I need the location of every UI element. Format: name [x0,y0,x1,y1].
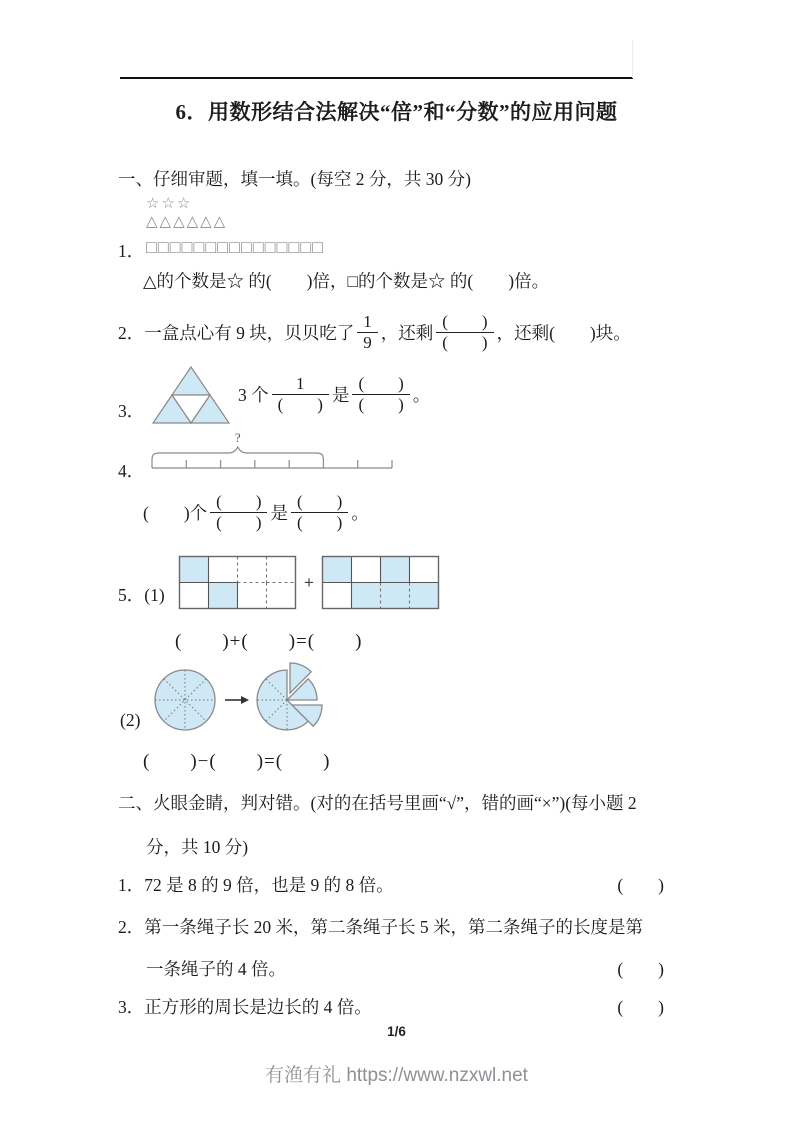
part-1-label: (1) [144,585,165,605]
equation-2: ( )−( )=( ) [143,751,331,772]
judge-item-3 [118,994,664,1019]
equation-1: ( )+( )=( ) [175,631,363,652]
footer-watermark: 有渔有礼 https://www.nzxwl.net [265,1065,528,1086]
fraction-one-over-blank: $\frac{1}{( )}$ [272,374,329,414]
question-4-statement [143,492,369,532]
answer-blank: ( ) [617,997,664,1017]
judge-item-text: 2．第一条绳子长 20 米，第二条绳子长 5 米，第二条绳子的长度是第 [118,917,643,937]
judge-item-1 [118,872,664,897]
question-2-text-1: 一盒点心有 9 块，贝贝吃了 [144,322,355,343]
grid-figure-left [178,555,297,610]
question-2-text-3: ，还剩( )块。 [496,322,631,343]
judge-item-2-line2 [146,956,664,981]
section2-heading-line1: 二、火眼金睛，判对错。(对的在括号里画“√”，错的画“×”)(每小题 2 [118,793,637,813]
section1-heading: 一、仔细审题，填一填。(每空 2 分，共 30 分) [118,169,471,189]
question-4-number: 4． [118,461,145,481]
question-4-text-2: 是 [270,502,288,523]
question-2-number: 2． [118,322,145,343]
question-3-text-3: 。 [412,384,431,405]
question-1-text: △的个数是☆ 的( )倍，□的个数是☆ 的( )倍。 [143,271,550,291]
fraction-blank: $\frac{( )}{( )}$ [436,312,493,352]
pie-minus-slices-figure [254,658,338,738]
section2-heading-line2: 分，共 10 分) [146,837,249,857]
plus-sign: + [304,572,314,592]
fraction-blank: $\frac{( )}{( )}$ [291,492,348,532]
question-2 [118,312,631,352]
arrow-icon [225,658,249,738]
number-line-figure [150,430,398,476]
fraction-1-9: $\frac{1}{9}$ [357,312,378,352]
question-2-text-2: ，还剩 [380,322,434,343]
question-4-text-1: ( )个 [143,502,208,523]
divided-triangle-figure [150,364,232,426]
judge-item-text: 1．72 是 8 的 9 倍，也是 9 的 8 倍。 [118,875,394,895]
question-mark-label: ? [234,430,241,445]
whole-pie-figure [150,658,220,738]
answer-blank: ( ) [617,959,664,979]
page-title: 6．用数形结合法解决“倍”和“分数”的应用问题 [175,100,618,124]
question-1-number: 1． [118,241,145,261]
pie-circles-figure [150,658,338,738]
page-number: 1/6 [387,1024,406,1039]
judge-item-text: 一条绳子的 4 倍。 [146,959,286,979]
question-3-number: 3． [118,401,145,421]
stars-row: ☆☆☆ [146,196,193,212]
question-4-text-3: 。 [351,502,369,523]
question-3-statement [238,374,430,414]
part-2-label: (2) [120,710,141,730]
squares-row: □□□□□□□□□□□□□□□ [146,237,325,257]
faint-vertical-line [632,40,633,78]
question-5-number: 5．(1) [118,585,165,605]
fraction-blank: $\frac{( )}{( )}$ [210,492,267,532]
judge-item-text: 3．正方形的周长是边长的 4 倍。 [118,997,372,1017]
header-rule [120,77,633,79]
question-3-text-2: 是 [331,384,350,405]
fraction-blank: $\frac{( )}{( )}$ [352,374,409,414]
fraction-grids-figure [178,555,440,610]
judge-item-2-line1 [118,914,664,939]
triangles-row: △△△△△△ [146,214,228,230]
answer-blank: ( ) [617,875,664,895]
question-3-text-1: 3 个 [238,384,269,405]
grid-figure-right [321,555,440,610]
